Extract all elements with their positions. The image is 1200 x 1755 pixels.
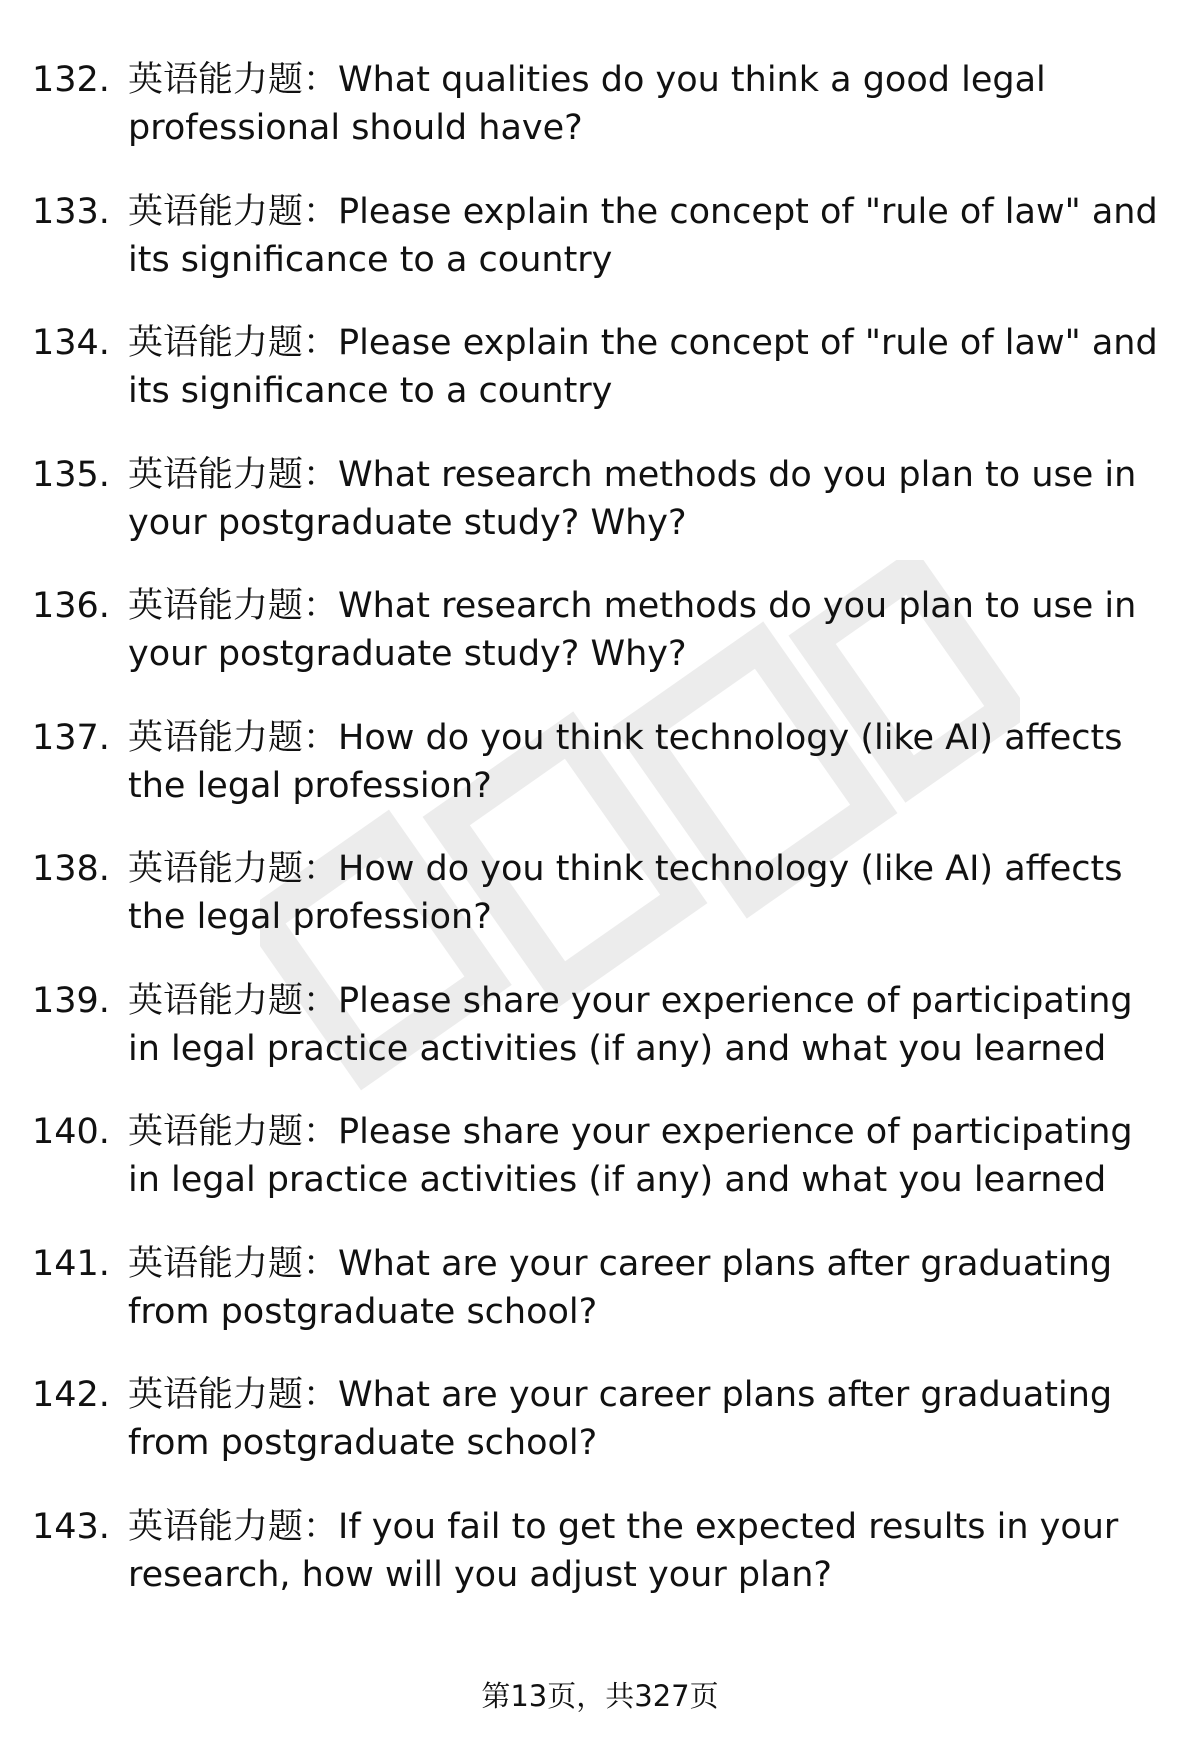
- question-category: 英语能力题：: [128, 454, 339, 495]
- list-item: [0, 1108, 1200, 1240]
- list-item: [0, 56, 1200, 188]
- question-body: [128, 1503, 1163, 1599]
- question-number: 134.: [32, 323, 110, 363]
- question-list: [0, 56, 1200, 1634]
- list-item: [0, 977, 1200, 1109]
- question-category: 英语能力题：: [128, 323, 339, 363]
- question-text: Please explain the concept of "rule of law" and its significance to a country: [128, 323, 1158, 411]
- list-item: [0, 582, 1200, 714]
- question-number: 140.: [32, 1112, 110, 1152]
- list-item: [0, 188, 1200, 320]
- list-item: [0, 451, 1200, 583]
- question-number: 143.: [32, 1506, 110, 1547]
- question-body: [128, 582, 1163, 678]
- question-body: [128, 714, 1163, 810]
- question-text: How do you think technology (like AI) affects the legal profession?: [128, 717, 1123, 806]
- question-body: [128, 56, 1163, 152]
- question-number: 141.: [32, 1243, 110, 1284]
- question-text: What are your career plans after graduating from postgraduate school?: [128, 1243, 1113, 1332]
- question-number: 135.: [32, 454, 110, 495]
- list-item: [0, 845, 1200, 977]
- question-text: What are your career plans after graduating from postgraduate school?: [128, 1375, 1113, 1463]
- question-number: 136.: [32, 586, 110, 626]
- page-indicator: 第13页，共327页: [481, 1679, 719, 1713]
- question-category: 英语能力题：: [128, 717, 339, 758]
- question-text: Please share your experience of participating in legal practice activities (if any) and what you learned: [128, 1112, 1133, 1200]
- question-body: [128, 1108, 1163, 1204]
- question-body: [128, 1240, 1163, 1336]
- question-number: 142.: [32, 1375, 110, 1415]
- list-item: [0, 319, 1200, 451]
- question-body: [128, 319, 1163, 415]
- question-category: 英语能力题：: [128, 191, 339, 232]
- question-body: [128, 845, 1163, 941]
- question-number: 137.: [32, 717, 110, 758]
- question-category: 英语能力题：: [128, 586, 339, 626]
- question-number: 138.: [32, 849, 110, 889]
- question-body: [128, 977, 1163, 1073]
- question-number: 133.: [32, 191, 110, 232]
- question-body: [128, 188, 1163, 284]
- question-category: 英语能力题：: [128, 980, 339, 1021]
- question-category: 英语能力题：: [128, 1506, 339, 1547]
- list-item: [0, 1371, 1200, 1503]
- question-text: Please explain the concept of "rule of law" and its significance to a country: [128, 191, 1158, 280]
- question-number: 139.: [32, 980, 110, 1021]
- question-category: 英语能力题：: [128, 60, 339, 100]
- question-category: 英语能力题：: [128, 849, 339, 889]
- question-number: 132.: [32, 60, 110, 100]
- list-item: [0, 714, 1200, 846]
- question-body: [128, 451, 1163, 547]
- question-text: If you fail to get the expected results in your research, how will you adjust your plan?: [128, 1506, 1119, 1595]
- list-item: [0, 1240, 1200, 1372]
- question-text: What qualities do you think a good legal professional should have?: [128, 60, 1046, 148]
- question-text: What research methods do you plan to use in your postgraduate study? Why?: [128, 454, 1137, 543]
- question-text: What research methods do you plan to use in your postgraduate study? Why?: [128, 586, 1137, 674]
- question-text: How do you think technology (like AI) affects the legal profession?: [128, 849, 1123, 937]
- question-category: 英语能力题：: [128, 1112, 339, 1152]
- question-category: 英语能力题：: [128, 1375, 339, 1415]
- question-category: 英语能力题：: [128, 1243, 339, 1284]
- question-body: [128, 1371, 1163, 1467]
- list-item: [0, 1503, 1200, 1635]
- question-text: Please share your experience of participating in legal practice activities (if any) and what you learned: [128, 980, 1133, 1069]
